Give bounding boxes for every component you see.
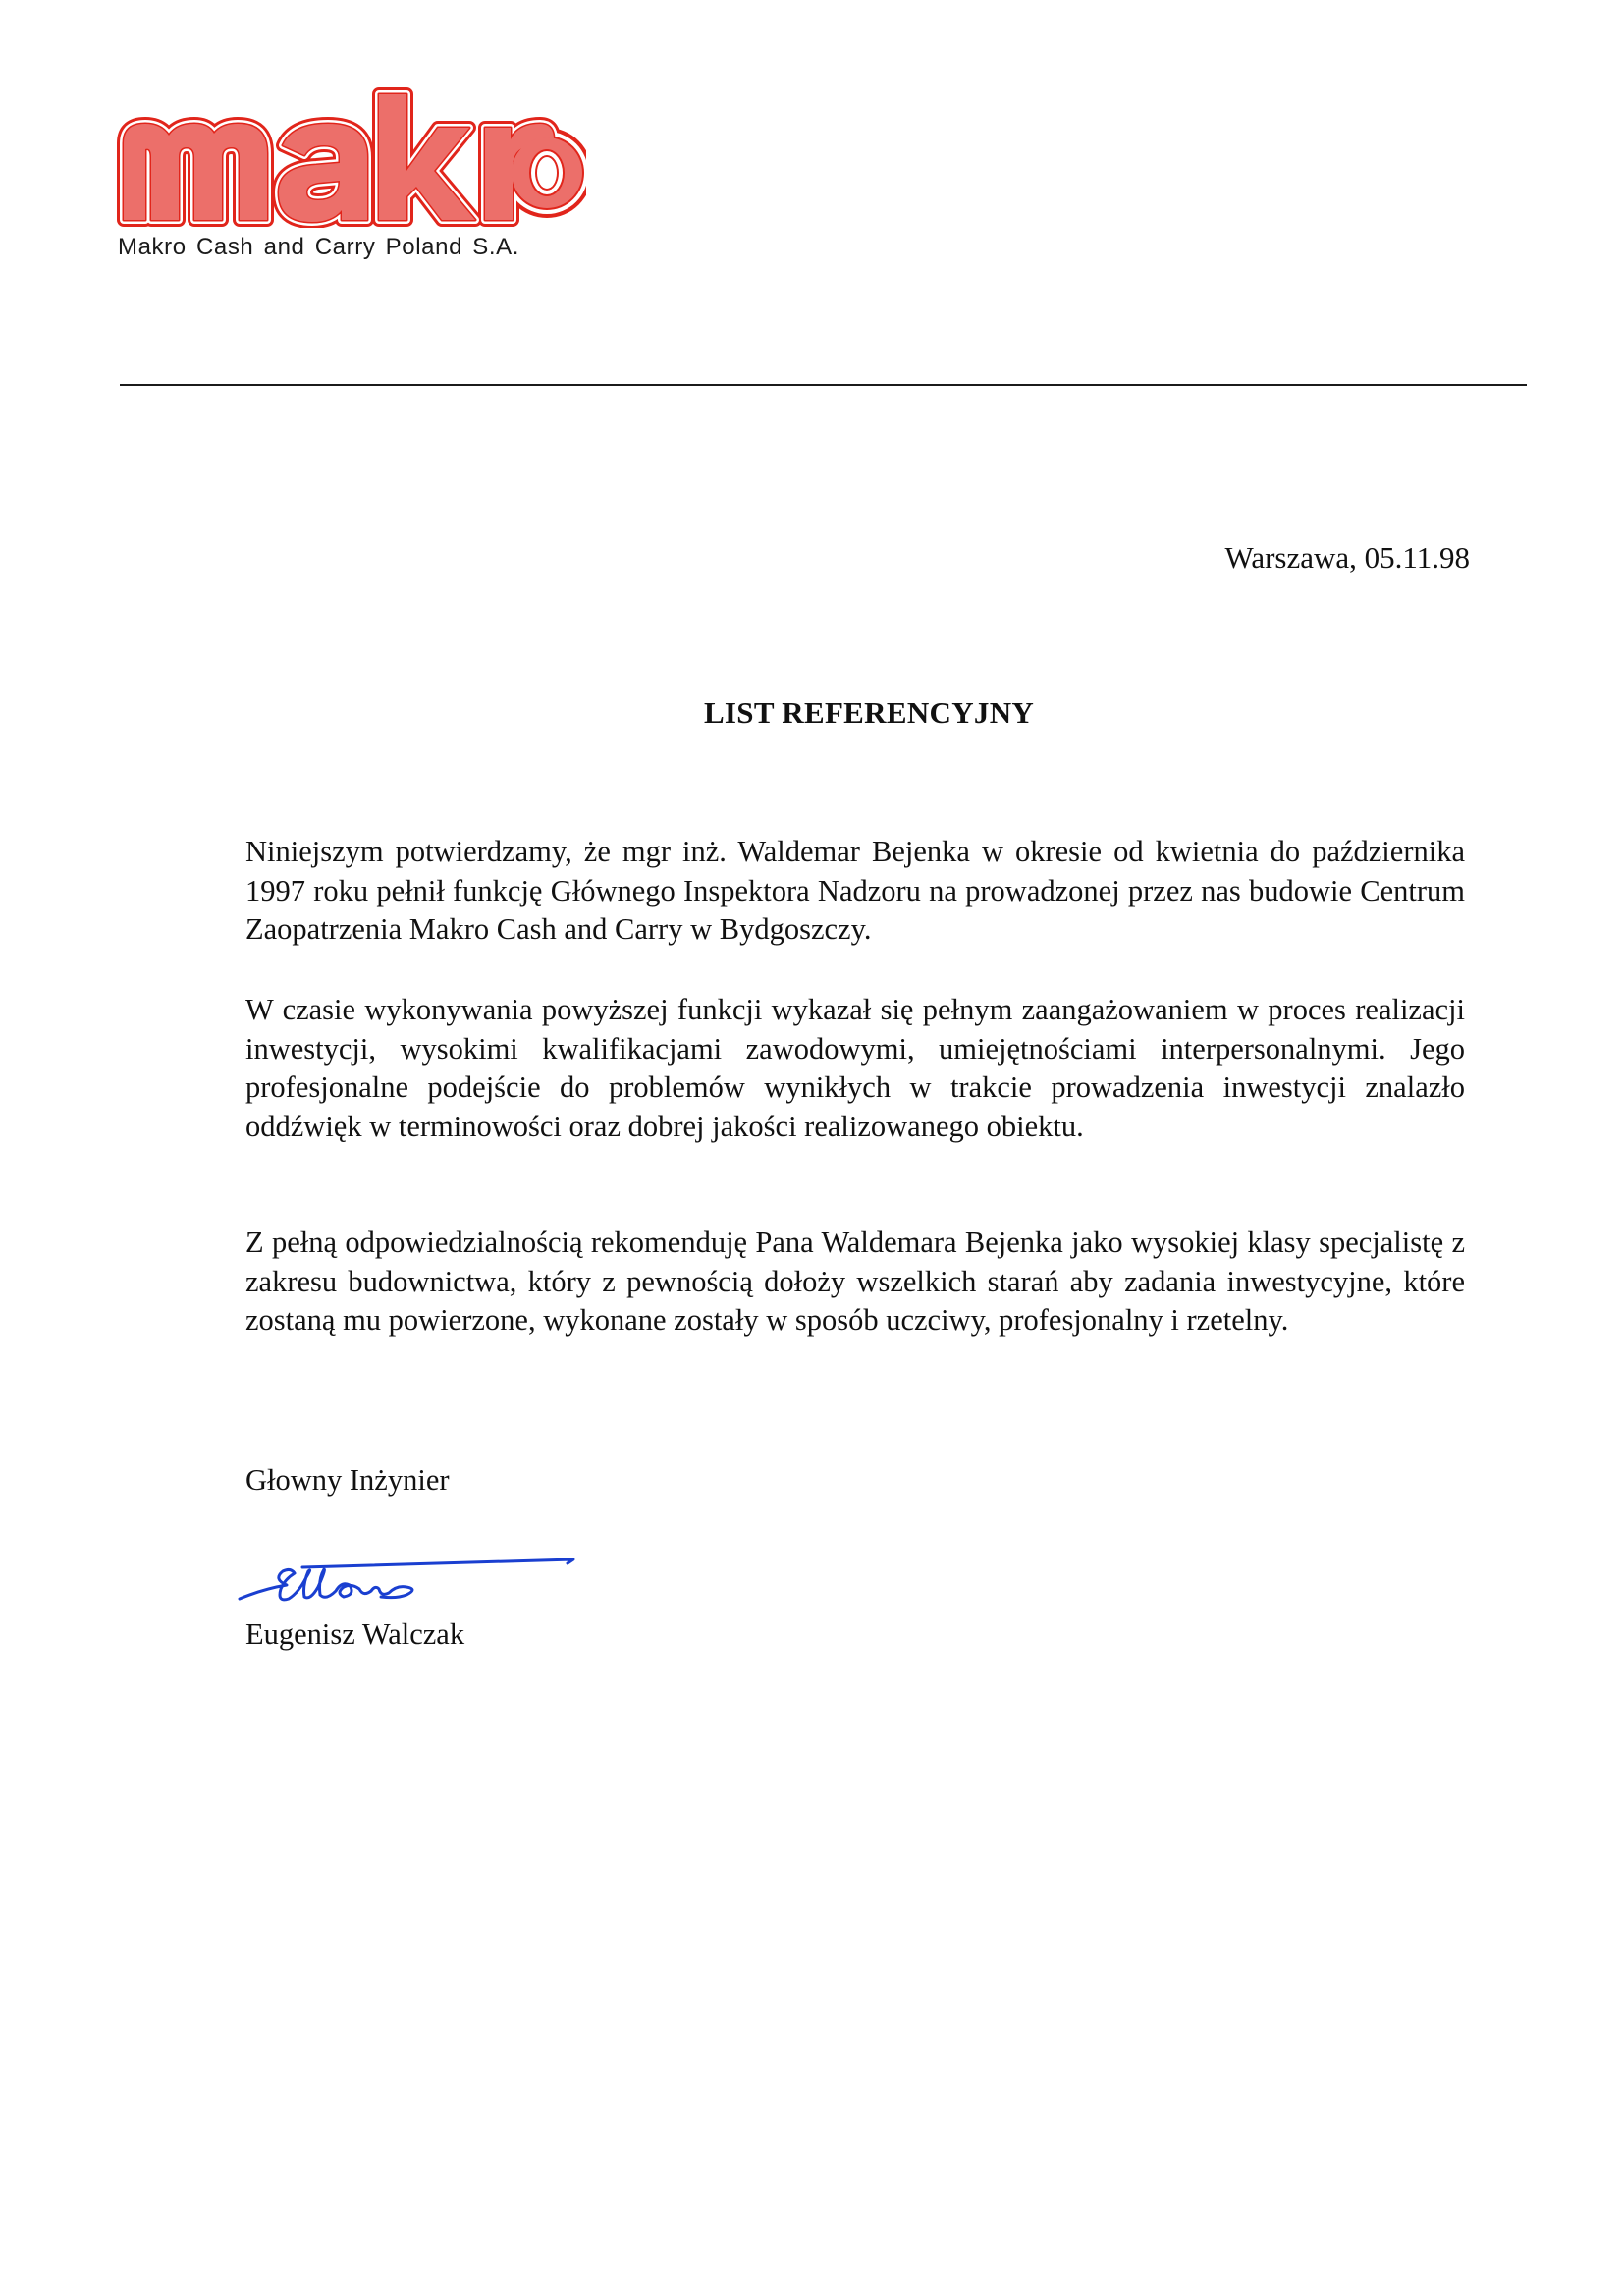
letter-title: LIST REFERENCYJNY	[703, 695, 1035, 730]
signatory-role: Głowny Inżynier	[245, 1463, 450, 1497]
signatory-name: Eugenisz Walczak	[245, 1617, 465, 1651]
paragraph-text: Niniejszym potwierdzamy, że mgr inż. Waldemar Bejenka w okresie od kwietnia do października 1997 roku pełnił funkcję Głównego Inspektora Nadzoru na prowadzonej przez nas budowie Centrum Zaopatrzenia Makro Cash and Carry w Bydgoszczy.	[245, 835, 1465, 946]
paragraph-text: Z pełną odpowiedzialnością rekomenduję Pana Waldemara Bejenka jako wysokiej klasy specjalistę z zakresu budownictwa, który z pewnością dołoży wszelkich starań aby zadania inwestycyjne, które zostaną mu powierzone, wykonane zostały w sposób uczciwy, profesjonalny i rzetelny.	[245, 1226, 1465, 1337]
paragraph-recommendation	[245, 1224, 1465, 1340]
company-name: Makro Cash and Carry Poland S.A.	[118, 234, 520, 260]
handwritten-signature	[234, 1550, 587, 1620]
paragraph-confirmation	[245, 833, 1465, 950]
makro-logo	[110, 84, 586, 228]
header-divider	[120, 384, 1527, 386]
place-and-date: Warszawa, 05.11.98	[1224, 540, 1470, 574]
paragraph-performance	[245, 991, 1465, 1146]
paragraph-text: W czasie wykonywania powyższej funkcji wykazał się pełnym zaangażowaniem w proces realizacji inwestycji, wysokimi kwalifikacjami zawodowymi, umiejętnościami interpersonalnymi. Jego profesjonalne podejście do problemów wynikłych w trakcie prowadzenia inwestycji znalazło oddźwięk w terminowości oraz dobrej jakości realizowanego obiektu.	[245, 993, 1465, 1143]
